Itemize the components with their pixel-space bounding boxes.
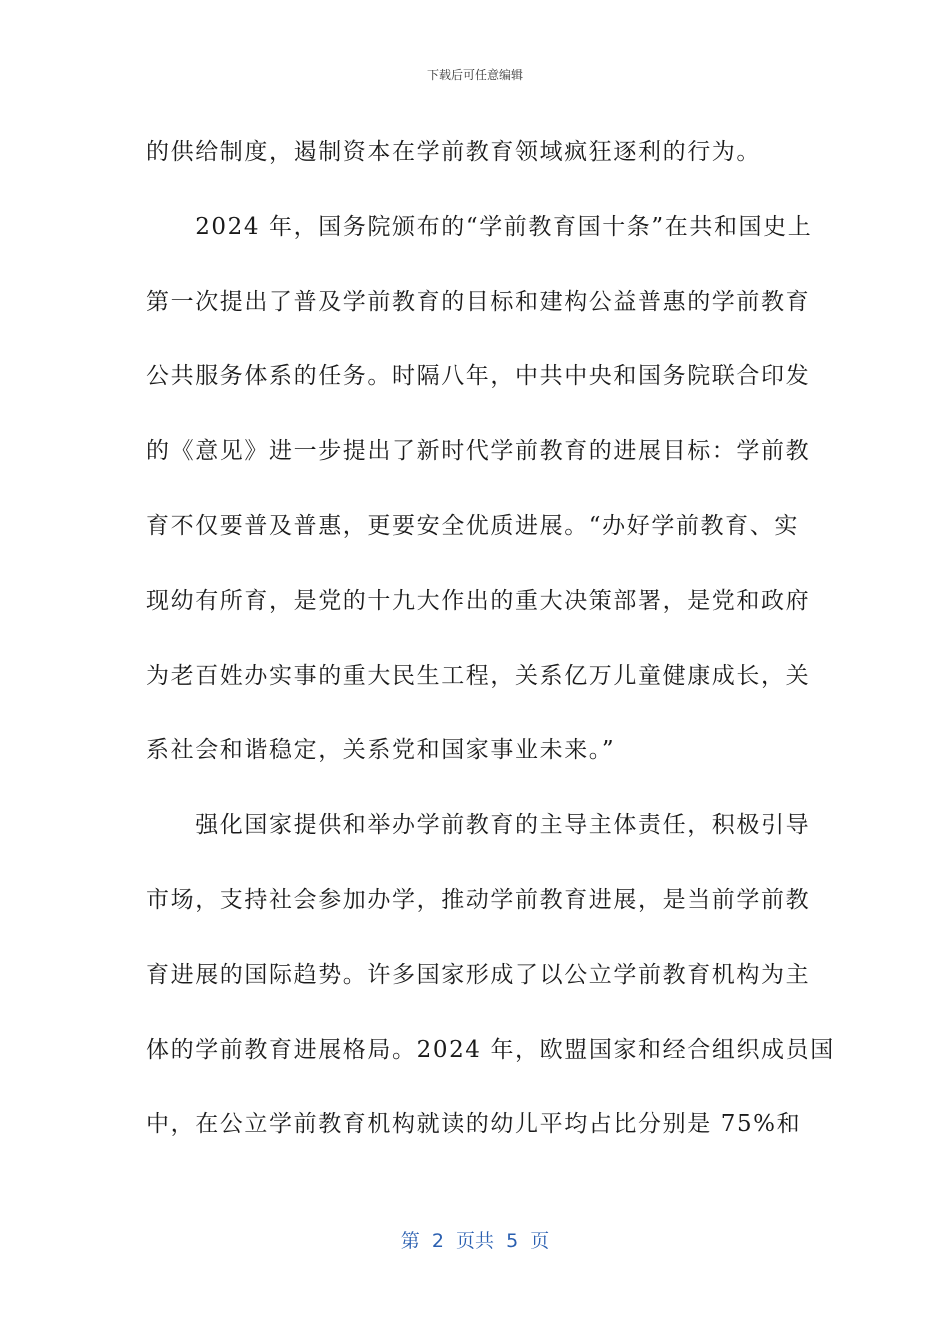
text-line: 2024 年，国务院颁布的“学前教育国十条”在共和国史上 (146, 213, 813, 240)
text-line: 育不仅要普及普惠，更要安全优质进展。“办好学前教育、实 (146, 512, 799, 539)
body-text (146, 115, 835, 1162)
page-number-footer: 第 2 页共 5 页 (400, 1230, 550, 1252)
text-line: 体的学前教育进展格局。2024 年，欧盟国家和经合组织成员国 (146, 1036, 835, 1063)
text-line: 第一次提出了普及学前教育的目标和建构公益普惠的学前教育 (146, 288, 811, 315)
text-line: 中，在公立学前教育机构就读的幼儿平均占比分别是 75%和 (146, 1111, 802, 1138)
text-line: 公共服务体系的任务。时隔八年，中共中央和国务院联合印发 (146, 363, 811, 390)
text-line: 现幼有所育，是党的十九大作出的重大决策部署，是党和政府 (146, 587, 811, 614)
text-line: 强化国家提供和举办学前教育的主导主体责任，积极引导 (146, 812, 811, 839)
text-line: 市场，支持社会参加办学，推动学前教育进展，是当前学前教 (146, 886, 811, 913)
text-line: 系社会和谐稳定，关系党和国家事业未来。” (146, 737, 616, 764)
text-line: 为老百姓办实事的重大民生工程，关系亿万儿童健康成长，关 (146, 662, 811, 689)
text-line: 的供给制度，遏制资本在学前教育领域疯狂逐利的行为。 (146, 139, 761, 165)
text-line: 的《意见》进一步提出了新时代学前教育的进展目标：学前教 (146, 438, 811, 465)
text-line: 育进展的国际趋势。许多国家形成了以公立学前教育机构为主 (146, 961, 811, 988)
header-note: 下载后可任意编辑 (426, 68, 523, 82)
